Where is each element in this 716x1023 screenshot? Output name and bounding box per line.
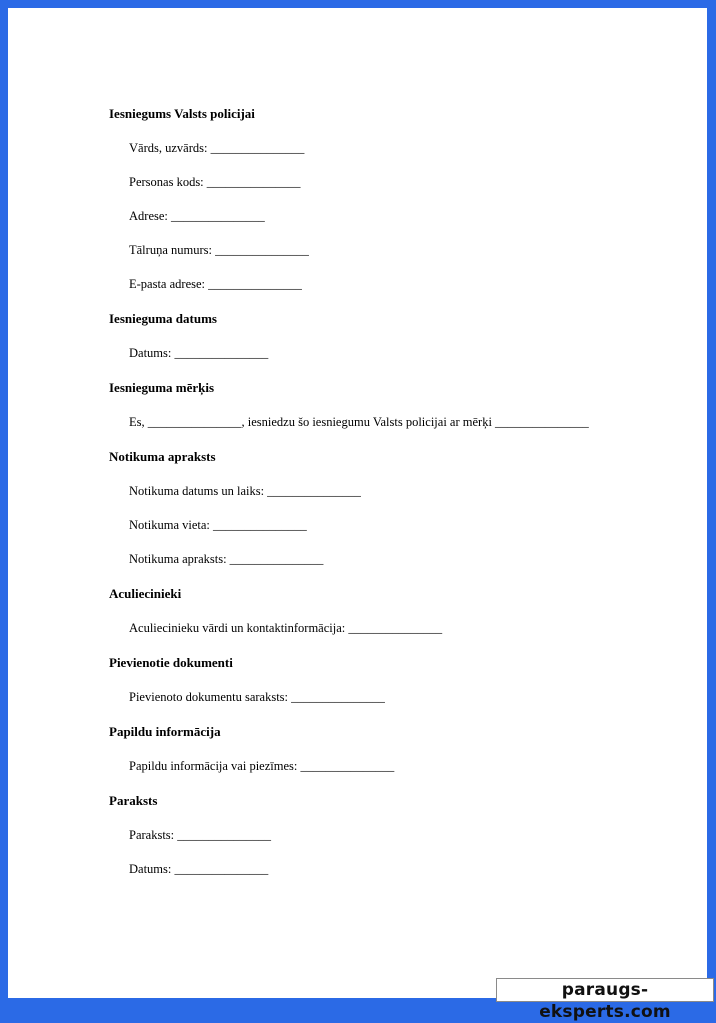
- section-title-datums: Iesnieguma datums: [109, 311, 217, 326]
- field-papildu-informacija: Papildu informācija vai piezīmes: _______________: [129, 759, 395, 773]
- watermark-label: paraugs-eksperts.com: [496, 978, 714, 1002]
- section-title-aculiecinieki: Aculiecinieki: [109, 586, 182, 601]
- section-title-pievienotie-dokumenti: Pievienotie dokumenti: [109, 655, 233, 670]
- field-paraksta-datums: Datums: _______________: [129, 862, 269, 876]
- field-merkis: Es, _______________, iesniedzu šo iesniegumu Valsts policijai ar mērķi _______________: [129, 415, 589, 429]
- field-adrese: Adrese: _______________: [129, 209, 265, 223]
- field-dokumentu-saraksts: Pievienoto dokumentu saraksts: _______________: [129, 690, 385, 704]
- section-title-paraksts: Paraksts: [109, 793, 158, 808]
- document-page: [8, 8, 707, 998]
- section-title-iesniegums: Iesniegums Valsts policijai: [109, 106, 255, 121]
- field-notikuma-datums: Notikuma datums un laiks: _______________: [129, 484, 361, 498]
- field-personas-kods: Personas kods: _______________: [129, 175, 301, 189]
- field-datums: Datums: _______________: [129, 346, 269, 360]
- field-notikuma-apraksts: Notikuma apraksts: _______________: [129, 552, 324, 566]
- field-vards-uzvards: Vārds, uzvārds: _______________: [129, 141, 305, 155]
- section-title-papildu-informacija: Papildu informācija: [109, 724, 221, 739]
- field-e-pasta-adrese: E-pasta adrese: _______________: [129, 277, 302, 291]
- section-title-notikuma-apraksts: Notikuma apraksts: [109, 449, 216, 464]
- field-talruna-numurs: Tālruņa numurs: _______________: [129, 243, 309, 257]
- field-notikuma-vieta: Notikuma vieta: _______________: [129, 518, 307, 532]
- section-title-merkis: Iesnieguma mērķis: [109, 380, 215, 395]
- field-aculiecinieki: Aculiecinieku vārdi un kontaktinformācija: _______________: [129, 621, 443, 635]
- field-paraksts: Paraksts: _______________: [129, 828, 272, 842]
